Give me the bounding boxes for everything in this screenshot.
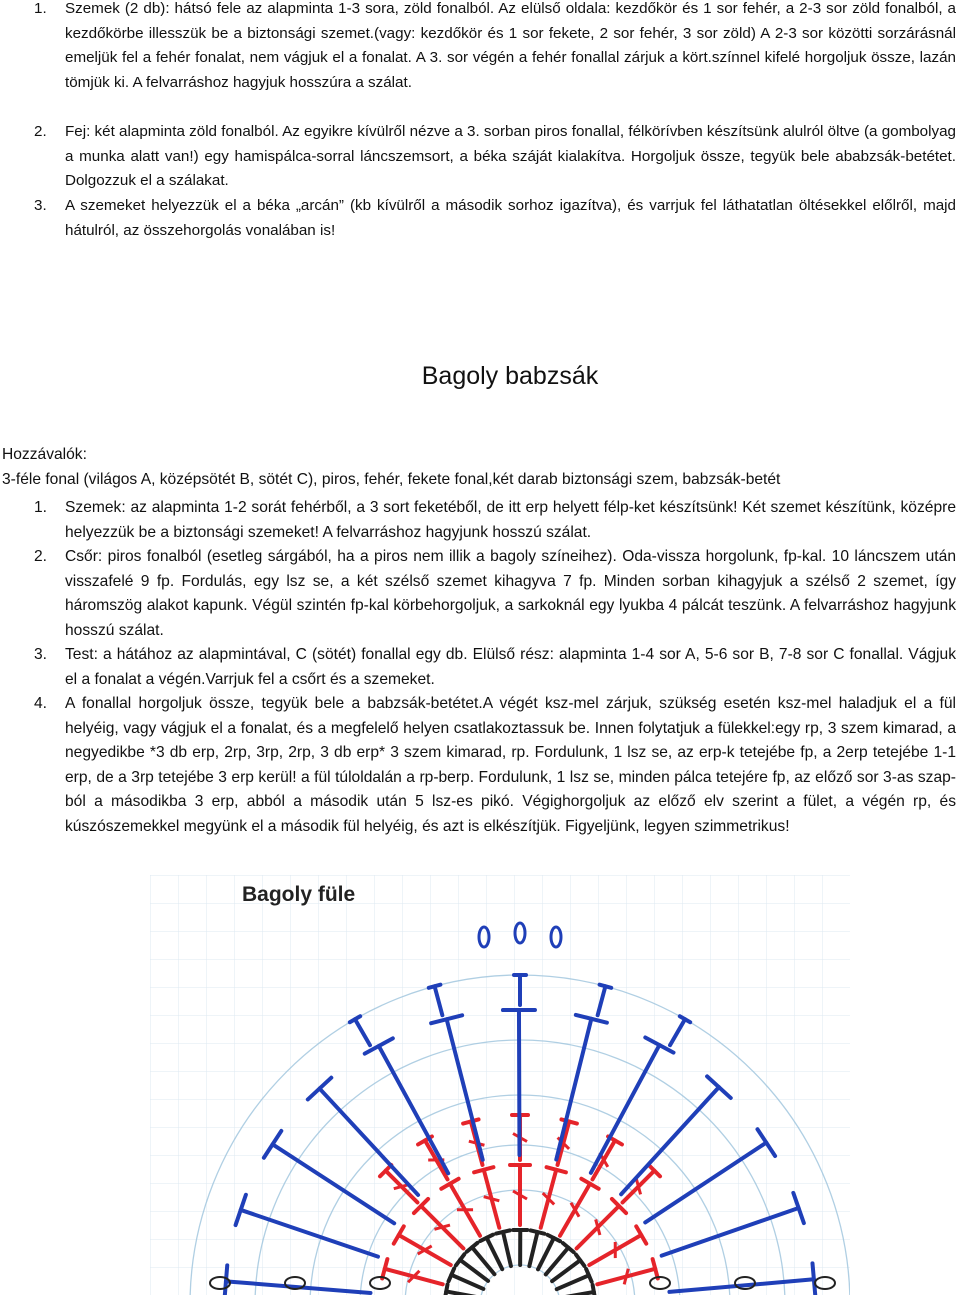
item-number: 1.	[34, 0, 47, 22]
page-title: Bagoly babzsák	[0, 362, 960, 391]
ingredients-text: 3-féle fonal (világos A, középsötét B, sötét C), piros, fehér, fekete fonal,két darab biztonsági szem, babzsák-betét	[2, 471, 958, 489]
list-item	[0, 545, 960, 643]
item-text: A fonallal horgoljuk össze, tegyük bele a babzsák-betétet.A végét ksz-mel zárjuk, szükség esetén ksz-mel haladjuk el a fül helyéig, vagy vágjuk el a fonalat, és a megfelelő helyen csatlakoztassuk be. Innen folytatjuk a fülekkel:egy rp, 3 szem kimarad, a negyedikbe *3 db erp, 2rp, 3rp, 2rp, 3 db erp* 3 szem kimarad, rp. Fordulunk, 1 lsz se, az erp-k tetejébe fp, a 2erp tetejébe 1-1 erp, de a 3rp tetejébe 3 erp kerül! a fül túloldalán a rp-berp. Fordulunk, 1 lsz se, minden pálca tetejére fp, az előző sor 3-as szap-ból a másodikba 3 erp, abból a második után 5 lsz-es pikó. Végighorgoljuk az előző elv szerint a fület, a végén rp, és kúszószemekkel megyünk el a második fül helyéig, és azt is elkészítjük. Figyeljünk, legyen szimmetrikus!	[65, 695, 956, 835]
stitch-crossbar	[225, 1265, 228, 1295]
diagram-title: Bagoly füle	[242, 883, 355, 906]
item-number: 3.	[34, 643, 47, 668]
item-text: A szemeket helyezzük el a béka „arcán” (kb kívülről a második sorhoz igazítva), és varrjuk fel láthatatlan öltésekkel előlről, majd hátulról, az összehorgolás vonalában is!	[65, 197, 956, 239]
item-number: 1.	[34, 496, 47, 521]
item-number: 2.	[34, 120, 47, 145]
item-number: 3.	[34, 194, 47, 219]
item-text: Szemek: az alapminta 1-2 sorát fehérből, a 3 sort feketéből, de itt erp helyett félp-ket készítsünk! Két szemet készítünk, középre helyezzük be a biztonsági szemeket! A felvarráshoz hagyjunk hosszú szálat.	[65, 499, 956, 541]
item-number: 4.	[34, 692, 47, 717]
crochet-diagram	[150, 875, 850, 1295]
frog-instructions-list	[0, 0, 960, 243]
item-text: Szemek (2 db): hátsó fele az alapminta 1-3 sora, zöld fonalból. Az elülső oldala: kezdőkör és 1 sor fehér, a 2-3 sor zöld fonalból, a kezdőkörbe illesszük be a biztonsági szemet.(vagy: kezdőkör és 1 sor fekete, 2 sor fehér, 3 sor zöld) A 2-3 sor közötti sorzárásnál emeljük fel a fehér fonalat, nem vágjuk el a fonalat. A 3. sor végén a fehér fonallal zárjuk a kört.színnel kifelé horgoljuk össze, lazán tömjük ki. A felvarráshoz hagyjuk hosszúra a szálat.	[65, 0, 956, 91]
list-item	[0, 692, 960, 840]
stitch-stem	[519, 1010, 520, 1155]
ear-stitch-chart	[150, 875, 850, 1295]
list-item	[0, 120, 960, 194]
stitch-crossbar	[812, 1263, 815, 1295]
list-item	[0, 496, 960, 545]
item-text: Fej: két alapminta zöld fonalból. Az egyikre kívülről nézve a 3. sorban piros fonallal, félkörívben készítsünk alulról öltve (a gombolyag a munka alatt van!) egy hamispálca-sorral láncszemsort, a béka száját kialakítva. Horgoljuk össze, tegyük bele ababzsák-betétet. Dolgozzuk el a szálakat.	[65, 123, 956, 189]
item-number: 2.	[34, 545, 47, 570]
item-text: Csőr: piros fonalból (esetleg sárgából, ha a piros nem illik a bagoly színeihez). Oda-vissza horgolunk, fp-kal. 10 láncszem után visszafelé 9 fp. Fordulás, egy lsz se, a két szélső szemet kihagyva 7 fp. Minden sorban kihagyjuk a szélső 2 szemet, így háromszög alakot kapunk. Végül szintén fp-kal körbehorgoljuk, a sarkoknál egy lyukba 4 pálcát teszünk. A felvarráshoz hagyjunk hosszú szálat.	[65, 548, 956, 639]
stitch-crossbar	[593, 1285, 595, 1295]
list-item	[0, 643, 960, 692]
stitch-crossbar	[445, 1285, 448, 1295]
ingredients-label: Hozzávalók:	[2, 446, 87, 464]
list-item	[0, 0, 960, 120]
item-text: Test: a hátához az alapmintával, C (sötét) fonallal egy db. Elülső rész: alapminta 1-4 sor A, 5-6 sor B, 7-8 sor C fonallal. Vágjuk el a fonalat a végén.Varrjuk fel a csőrt és a szemeket.	[65, 646, 956, 688]
owl-instructions-list	[0, 496, 960, 840]
list-item	[0, 194, 960, 243]
